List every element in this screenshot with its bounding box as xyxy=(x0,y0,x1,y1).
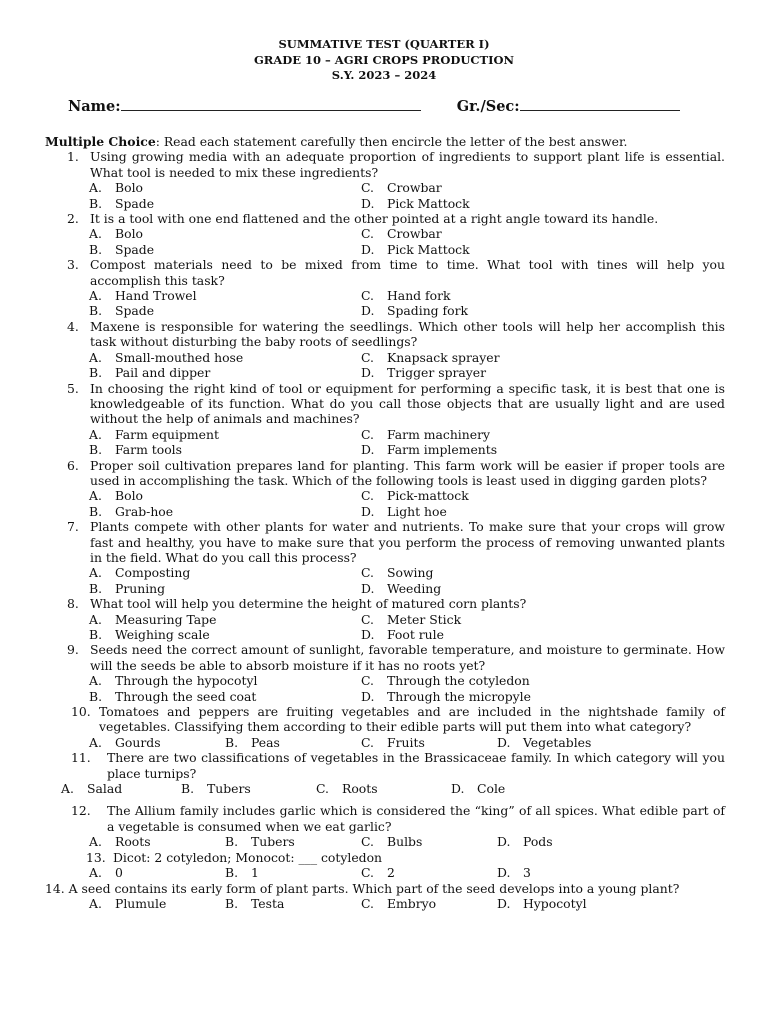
option-c[interactable]: C. Meter Stick xyxy=(361,611,462,627)
question-stem: Dicot: 2 cotyledon; Monocot: ___ cotyledon xyxy=(113,849,383,865)
option-d[interactable]: D. Pick Mattock xyxy=(361,195,470,211)
option-b[interactable]: B. Tubers xyxy=(181,781,251,797)
option-b[interactable]: B. Tubers xyxy=(225,834,295,850)
question-stem: In choosing the right kind of tool or equipment for performing a specific task, it is best that one is knowledgeable of its function. What do you call those objects that are usually light and are used without the help of animals and machines? xyxy=(90,380,725,427)
question-12 xyxy=(45,803,725,834)
options-q10 xyxy=(89,735,725,750)
header-title: SUMMATIVE TEST (QUARTER I) xyxy=(278,37,490,51)
options-q14 xyxy=(89,896,725,911)
question-number: 1. xyxy=(67,149,79,165)
option-b[interactable]: B. Spade xyxy=(89,303,155,319)
question-number: 7. xyxy=(67,519,79,535)
option-c[interactable]: C. Roots xyxy=(316,781,378,797)
question-14 xyxy=(45,881,725,896)
options-q3 xyxy=(89,288,725,319)
question-stem: 14. A seed contains its early form of plant parts. Which part of the seed develops into a young plant? xyxy=(45,880,680,896)
option-b[interactable]: B. Spade xyxy=(89,195,155,211)
options-q7 xyxy=(89,565,725,596)
question-number: 6. xyxy=(67,457,79,473)
option-c[interactable]: C. Embryo xyxy=(361,895,437,911)
option-a[interactable]: A. Composting xyxy=(89,565,191,581)
test-header xyxy=(0,37,768,84)
option-a[interactable]: A. Gourds xyxy=(89,734,161,750)
question-number: 3. xyxy=(67,257,79,273)
header-subject: GRADE 10 – AGRI CROPS PRODUCTION xyxy=(253,52,514,67)
option-c[interactable]: C. Crowbar xyxy=(361,226,442,242)
option-c[interactable]: C. Bulbs xyxy=(361,834,423,850)
option-b[interactable]: B. Grab-hoe xyxy=(89,503,174,519)
option-c[interactable]: C. Pick-mattock xyxy=(361,488,469,504)
option-a[interactable]: A. Measuring Tape xyxy=(89,611,217,627)
header-school-year: S.Y. 2023 – 2024 xyxy=(331,68,437,82)
question-6 xyxy=(45,458,725,489)
option-d[interactable]: D. 3 xyxy=(497,865,531,881)
question-7 xyxy=(45,519,725,565)
options-q6 xyxy=(89,488,725,519)
option-c[interactable]: C. Hand fork xyxy=(361,288,451,304)
option-a[interactable]: A. 0 xyxy=(89,865,123,881)
question-stem: Maxene is responsible for watering the seedlings. Which other tools will help her accomplish this task without disturbing the baby roots of seedlings? xyxy=(90,318,725,350)
option-c[interactable]: C. 2 xyxy=(361,865,395,881)
option-b[interactable]: B. Pail and dipper xyxy=(89,365,211,381)
question-stem: The Allium family includes garlic which is considered the “king” of all spices. What edible part of a vegetable is consumed when we eat garlic? xyxy=(107,803,725,834)
option-b[interactable]: B. Spade xyxy=(89,241,155,257)
question-3 xyxy=(45,257,725,288)
option-c[interactable]: C. Sowing xyxy=(361,565,434,581)
name-blank[interactable] xyxy=(121,98,421,111)
option-d[interactable]: D. Hypocotyl xyxy=(497,895,587,911)
options-q5 xyxy=(89,427,725,458)
option-c[interactable]: C. Fruits xyxy=(361,734,425,750)
option-d[interactable]: D. Trigger sprayer xyxy=(361,365,487,381)
question-9 xyxy=(45,642,725,673)
option-c[interactable]: C. Through the cotyledon xyxy=(361,673,530,689)
options-q13 xyxy=(89,865,725,880)
question-10 xyxy=(45,704,725,735)
option-d[interactable]: D. Pick Mattock xyxy=(361,241,470,257)
question-number: 14. xyxy=(45,880,65,896)
question-4 xyxy=(45,319,725,350)
option-b[interactable]: B. Weighing scale xyxy=(89,627,210,642)
question-number: 2. xyxy=(67,211,79,227)
question-1 xyxy=(45,149,725,180)
option-d[interactable]: D. Spading fork xyxy=(361,303,469,319)
options-q9 xyxy=(89,673,725,704)
option-d[interactable]: D. Through the micropyle xyxy=(361,688,531,704)
question-13 xyxy=(45,850,725,865)
name-label: Name: xyxy=(68,98,121,115)
question-stem: It is a tool with one end flattened and the other pointed at a right angle toward its handle. xyxy=(90,211,659,227)
question-number: 11. xyxy=(71,750,91,766)
option-b[interactable]: B. Pruning xyxy=(89,580,166,596)
question-number: 10. xyxy=(71,704,91,720)
instructions xyxy=(45,134,725,149)
option-d[interactable]: D. Foot rule xyxy=(361,627,444,642)
options-q12 xyxy=(89,834,725,849)
student-info-line xyxy=(68,98,708,114)
options-q1 xyxy=(89,180,725,211)
option-a[interactable]: A. Roots xyxy=(89,834,151,850)
option-a[interactable]: A. Bolo xyxy=(89,488,143,504)
question-5 xyxy=(45,381,725,427)
question-number: 8. xyxy=(67,596,79,612)
option-b[interactable]: B. Farm tools xyxy=(89,442,182,458)
question-number: 13. xyxy=(86,849,106,865)
option-b[interactable]: B. 1 xyxy=(225,865,259,881)
options-q2 xyxy=(89,226,725,257)
options-q4 xyxy=(89,350,725,381)
option-a[interactable]: A. Small-mouthed hose xyxy=(89,349,244,365)
option-d[interactable]: D. Cole xyxy=(451,781,506,797)
option-a[interactable]: A. Through the hypocotyl xyxy=(89,673,258,689)
question-stem: Plants compete with other plants for water and nutrients. To make sure that your crops will grow fast and healthy, you have to make sure that you perform the process of removing unwanted plants in the field. What do you call this process? xyxy=(90,519,725,565)
question-stem: Seeds need the correct amount of sunlight, favorable temperature, and moisture to germinate. How will the seeds be able to absorb moisture if it has no roots yet? xyxy=(90,642,725,673)
option-a[interactable]: A. Farm equipment xyxy=(89,426,219,442)
question-number: 5. xyxy=(67,380,79,396)
question-stem: Using growing media with an adequate proportion of ingredients to support plant life is essential. What tool is needed to mix these ingredients? xyxy=(90,149,725,180)
option-a[interactable]: A. Bolo xyxy=(89,226,143,242)
option-d[interactable]: D. Farm implements xyxy=(361,442,498,458)
option-c[interactable]: C. Crowbar xyxy=(361,180,442,196)
question-number: 4. xyxy=(67,318,79,334)
options-q11 xyxy=(61,781,725,796)
option-c[interactable]: C. Farm machinery xyxy=(361,426,491,442)
question-8 xyxy=(45,596,725,611)
option-d[interactable]: D. Weeding xyxy=(361,580,442,596)
grsec-label: Gr./Sec: xyxy=(456,98,520,115)
question-stem: Tomatoes and peppers are fruiting vegetables and are included in the nightshade family of vegetables. Classifying them according to their edible parts will put them into what category? xyxy=(99,704,725,735)
option-d[interactable]: D. Pods xyxy=(497,834,553,850)
question-2 xyxy=(45,211,725,226)
question-11 xyxy=(45,750,725,781)
option-b[interactable]: B. Testa xyxy=(225,895,285,911)
test-content xyxy=(45,134,725,911)
question-stem: What tool will help you determine the height of matured corn plants? xyxy=(90,596,527,612)
option-a[interactable]: A. Plumule xyxy=(89,895,167,911)
question-stem: There are two classifications of vegetables in the Brassicaceae family. In which category will you place turnips? xyxy=(107,750,725,781)
option-a[interactable]: A. Hand Trowel xyxy=(89,288,197,304)
instructions-text: : Read each statement carefully then encircle the letter of the best answer. xyxy=(155,134,628,149)
options-q8 xyxy=(89,612,725,643)
instructions-title: Multiple Choice xyxy=(45,134,156,149)
option-b[interactable]: B. Peas xyxy=(225,734,280,750)
option-b[interactable]: B. Through the seed coat xyxy=(89,688,257,704)
option-d[interactable]: D. Vegetables xyxy=(497,734,592,750)
option-c[interactable]: C. Knapsack sprayer xyxy=(361,349,500,365)
question-stem: Compost materials need to be mixed from time to time. What tool with tines will help you accomplish this task? xyxy=(90,257,725,288)
question-number: 12. xyxy=(71,803,91,819)
option-a[interactable]: A. Bolo xyxy=(89,180,143,196)
grsec-blank[interactable] xyxy=(520,98,680,111)
option-a[interactable]: A. Salad xyxy=(61,781,123,797)
question-stem: Proper soil cultivation prepares land for planting. This farm work will be easier if proper tools are used in accomplishing the task. Which of the following tools is least used in digging garden plots? xyxy=(90,457,725,488)
question-number: 9. xyxy=(67,642,79,658)
option-d[interactable]: D. Light hoe xyxy=(361,503,447,519)
